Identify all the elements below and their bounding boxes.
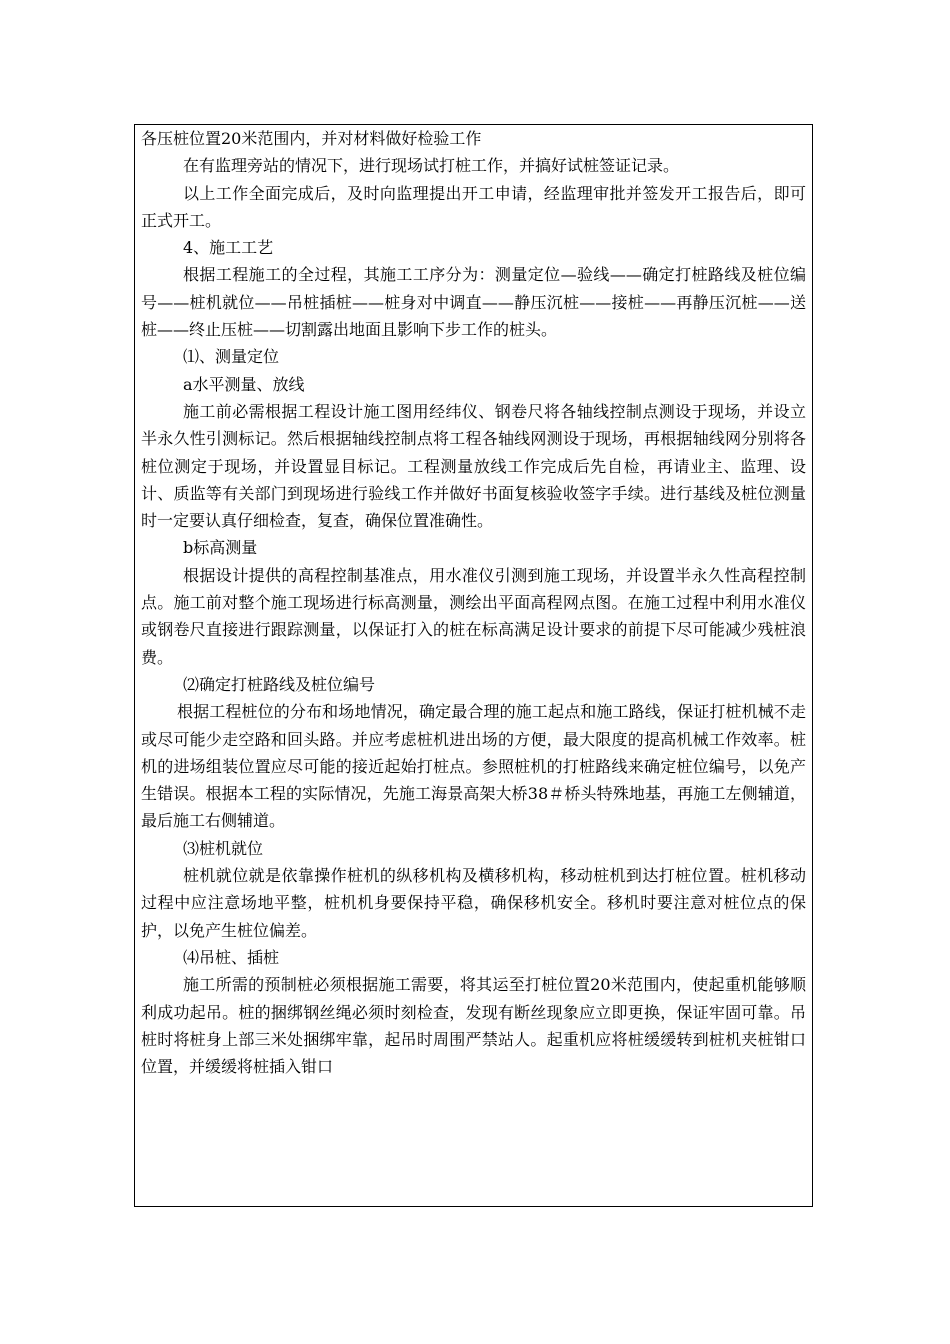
paragraph: 各压桩位置20米范围内，并对材料做好检验工作	[141, 129, 482, 148]
subsection-heading: ⑶桩机就位	[183, 838, 264, 858]
subsection-heading: ⑵确定打桩路线及桩位编号	[183, 674, 376, 694]
paragraph: 施工前必需根据工程设计施工图用经纬仪、钢卷尺将各轴线控制点测设于现场，并设立半永久性引测标记。然后根据轴线控制点将工程各轴线网测设于现场，再根据轴线网分别将各桩位测定于现场，并设置显目标记。工程测量放线工作完成后先自检，再请业主、监理、设计、质监等有关部门到现场进行验线工作并做好书面复核验收签字手续。进行基线及桩位测量时一定要认真仔细检查，复查，确保位置准确性。	[141, 401, 806, 531]
paragraph: 以上工作全面完成后，及时向监理提出开工申请，经监理审批并签发开工报告后，即可正式开工。	[141, 183, 806, 230]
paragraph: 根据工程施工的全过程，其施工工序分为：测量定位—验线——确定打桩路线及桩位编号——桩机就位——吊桩插桩——桩身对中调直——静压沉桩——接桩——再静压沉桩——送桩——终止压桩——切割露出地面且影响下步工作的桩头。	[141, 265, 806, 340]
document-body	[135, 125, 812, 1080]
paragraph: 在有监理旁站的情况下，进行现场试打桩工作，并搞好试桩签证记录。	[183, 156, 680, 176]
paragraph: 根据设计提供的高程控制基准点，用水准仪引测到施工现场，并设置半永久性高程控制点。施工前对整个施工现场进行标高测量，测绘出平面高程网点图。在施工过程中利用水准仪或钢卷尺直接进行跟踪测量，以保证打入的桩在标高满足设计要求的前提下尽可能减少残桩浪费。	[141, 565, 806, 667]
paragraph: 根据工程桩位的分布和场地情况，确定最合理的施工起点和施工路线，保证打桩机械不走或尽可能少走空路和回头路。并应考虑桩机进出场的方便，最大限度的提高机械工作效率。桩机的进场组装位置应尽可能的接近起始打桩点。参照桩机的打桩路线来确定桩位编号，以免产生错误。根据本工程的实际情况，先施工海景高架大桥38＃桥头特殊地基，再施工左侧辅道，最后施工右侧辅道。	[141, 702, 806, 831]
document-frame	[134, 124, 813, 1207]
paragraph: 施工所需的预制桩必须根据施工需要，将其运至打桩位置20米范围内，使起重机能够顺利成功起吊。桩的捆绑钢丝绳必须时刻检查，发现有断丝现象应立即更换，保证牢固可靠。吊桩时将桩身上部三米处捆绑牢靠，起吊时周围严禁站人。起重机应将桩缓缓转到桩机夹桩钳口位置，并缓缓将桩插入钳口	[141, 975, 806, 1077]
subsection-heading: ⑴、测量定位	[183, 347, 280, 367]
subsection-heading: b标高测量	[183, 538, 258, 558]
subsection-heading: ⑷吊桩、插桩	[183, 947, 280, 967]
section-heading: 4、施工工艺	[183, 238, 274, 258]
subsection-heading: a水平测量、放线	[183, 374, 305, 394]
paragraph: 桩机就位就是依靠操作桩机的纵移机构及横移机构，移动桩机到达打桩位置。桩机移动过程中应注意场地平整，桩机机身要保持平稳，确保移机安全。移机时要注意对桩位点的保护，以免产生桩位偏差。	[141, 866, 806, 940]
